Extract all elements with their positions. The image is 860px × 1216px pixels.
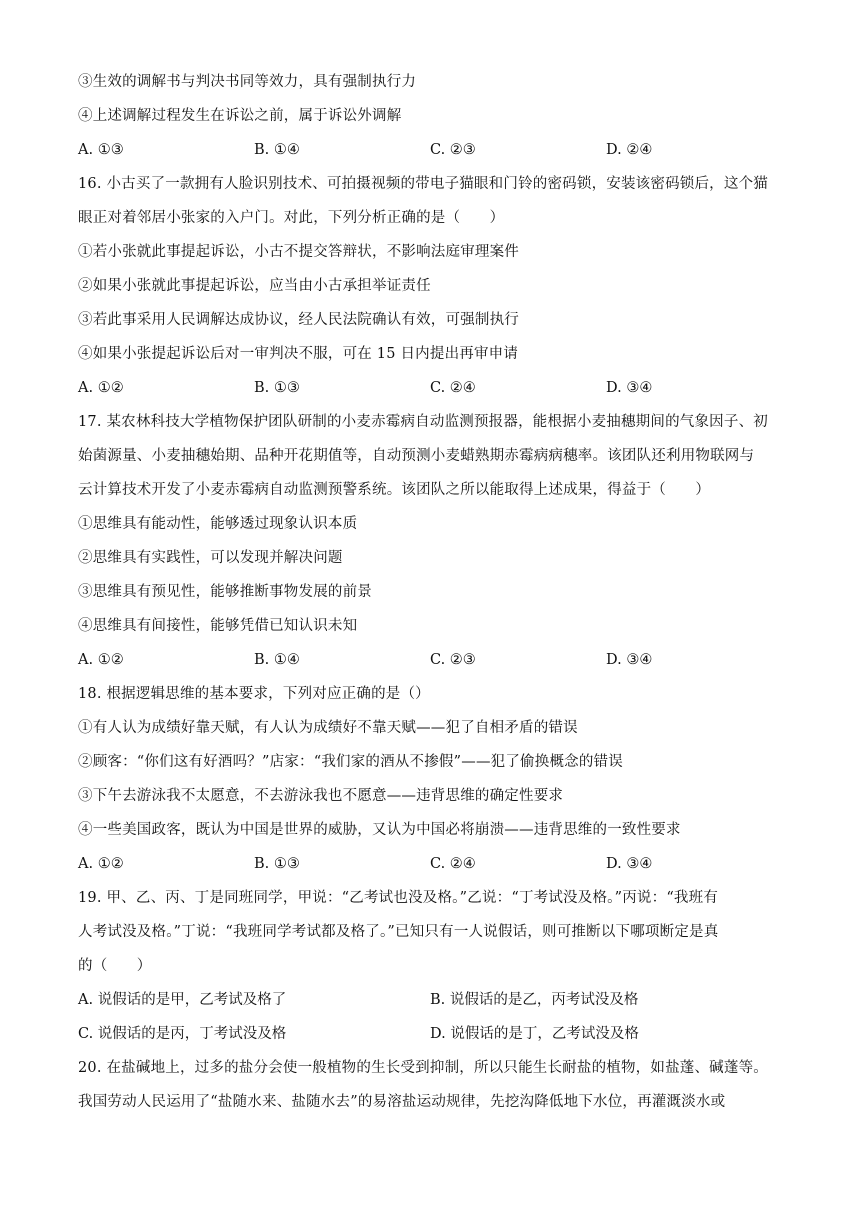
q18-option-a: A. ①② (78, 856, 124, 872)
q18-option-c: C. ②④ (430, 856, 476, 872)
q19-stem-line-3: 的（ ） (78, 958, 152, 974)
q17-statement-4: ④思维具有间接性，能够凭借已知认识未知 (78, 618, 358, 634)
q17-stem-line-1: 17. 某农林科技大学植物保护团队研制的小麦赤霉病自动监测预报器，能根据小麦抽穗期间的气象因子、初 (78, 414, 768, 430)
q18-statement-1: ①有人认为成绩好靠天赋，有人认为成绩好不靠天赋——犯了自相矛盾的错误 (78, 720, 578, 736)
q16-option-a: A. ①② (78, 380, 124, 396)
q19-option-b: B. 说假话的是乙，丙考试没及格 (430, 992, 639, 1008)
q18-option-b: B. ①③ (254, 856, 300, 872)
q16-statement-1: ①若小张就此事提起诉讼，小古不提交答辩状，不影响法庭审理案件 (78, 244, 519, 260)
q16-stem-line-2: 眼正对着邻居小张家的入户门。对此，下列分析正确的是（ ） (78, 210, 505, 226)
q17-statement-1: ①思维具有能动性，能够透过现象认识本质 (78, 516, 358, 532)
q19-options-row-2 (78, 1024, 778, 1044)
q17-option-b: B. ①④ (254, 652, 300, 668)
q16-option-d: D. ③④ (606, 380, 653, 396)
q16-statement-3: ③若此事采用人民调解达成协议，经人民法院确认有效，可强制执行 (78, 312, 519, 328)
q15-option-a: A. ①③ (78, 142, 124, 158)
q16-option-b: B. ①③ (254, 380, 300, 396)
q15-statement-4: ④上述调解过程发生在诉讼之前，属于诉讼外调解 (78, 108, 402, 124)
q16-statement-4: ④如果小张提起诉讼后对一审判决不服，可在 15 日内提出再审申请 (78, 346, 519, 362)
q16-option-c: C. ②④ (430, 380, 476, 396)
q15-option-c: C. ②③ (430, 142, 476, 158)
q19-stem-line-1: 19. 甲、乙、丙、丁是同班同学，甲说：“乙考试也没及格。”乙说：“丁考试没及格。”丙说：“我班有 (78, 890, 719, 906)
q18-statement-3: ③下午去游泳我不太愿意，不去游泳我也不愿意——违背思维的确定性要求 (78, 788, 564, 804)
q17-statement-3: ③思维具有预见性，能够推断事物发展的前景 (78, 584, 372, 600)
q18-statement-4: ④一些美国政客，既认为中国是世界的威胁，又认为中国必将崩溃——违背思维的一致性要求 (78, 822, 681, 838)
q16-options (78, 378, 778, 398)
q19-options-row-1 (78, 990, 778, 1010)
q15-statement-3: ③生效的调解书与判决书同等效力，具有强制执行力 (78, 74, 417, 90)
q18-stem: 18. 根据逻辑思维的基本要求，下列对应正确的是（） (78, 686, 430, 702)
q19-option-a: A. 说假话的是甲，乙考试及格了 (78, 992, 287, 1008)
q19-stem-line-2: 人考试没及格。”丁说：“我班同学考试都及格了。”已知只有一人说假话，则可推断以下哪项断定是真 (78, 924, 719, 940)
q17-statement-2: ②思维具有实践性，可以发现并解决问题 (78, 550, 343, 566)
q19-option-d: D. 说假话的是丁，乙考试没及格 (430, 1026, 639, 1042)
q15-option-b: B. ①④ (254, 142, 300, 158)
q15-option-d: D. ②④ (606, 142, 653, 158)
q18-option-d: D. ③④ (606, 856, 653, 872)
q16-stem-line-1: 16. 小古买了一款拥有人脸识别技术、可拍摄视频的带电子猫眼和门铃的密码锁，安装该密码锁后，这个猫 (78, 176, 768, 192)
q20-stem-line-1: 20. 在盐碱地上，过多的盐分会使一般植物的生长受到抑制，所以只能生长耐盐的植物，如盐蓬、碱蓬等。 (78, 1060, 768, 1076)
q17-option-c: C. ②③ (430, 652, 476, 668)
q19-option-c: C. 说假话的是丙，丁考试没及格 (78, 1026, 287, 1042)
q15-options (78, 140, 778, 160)
q17-option-d: D. ③④ (606, 652, 653, 668)
q17-options (78, 650, 778, 670)
q17-stem-line-3: 云计算技术开发了小麦赤霉病自动监测预警系统。该团队之所以能取得上述成果，得益于（ ） (78, 482, 711, 498)
q16-statement-2: ②如果小张就此事提起诉讼，应当由小古承担举证责任 (78, 278, 431, 294)
q18-options (78, 854, 778, 874)
q17-option-a: A. ①② (78, 652, 124, 668)
q20-stem-line-2: 我国劳动人民运用了“盐随水来、盐随水去”的易溶盐运动规律，先挖沟降低地下水位，再灌溉淡水或 (78, 1094, 726, 1110)
q17-stem-line-2: 始菌源量、小麦抽穗始期、品种开花期值等，自动预测小麦蜡熟期赤霉病病穗率。该团队还利用物联网与 (78, 448, 755, 464)
q18-statement-2: ②顾客：“你们这有好酒吗？”店家：“我们家的酒从不掺假”——犯了偷换概念的错误 (78, 754, 623, 770)
